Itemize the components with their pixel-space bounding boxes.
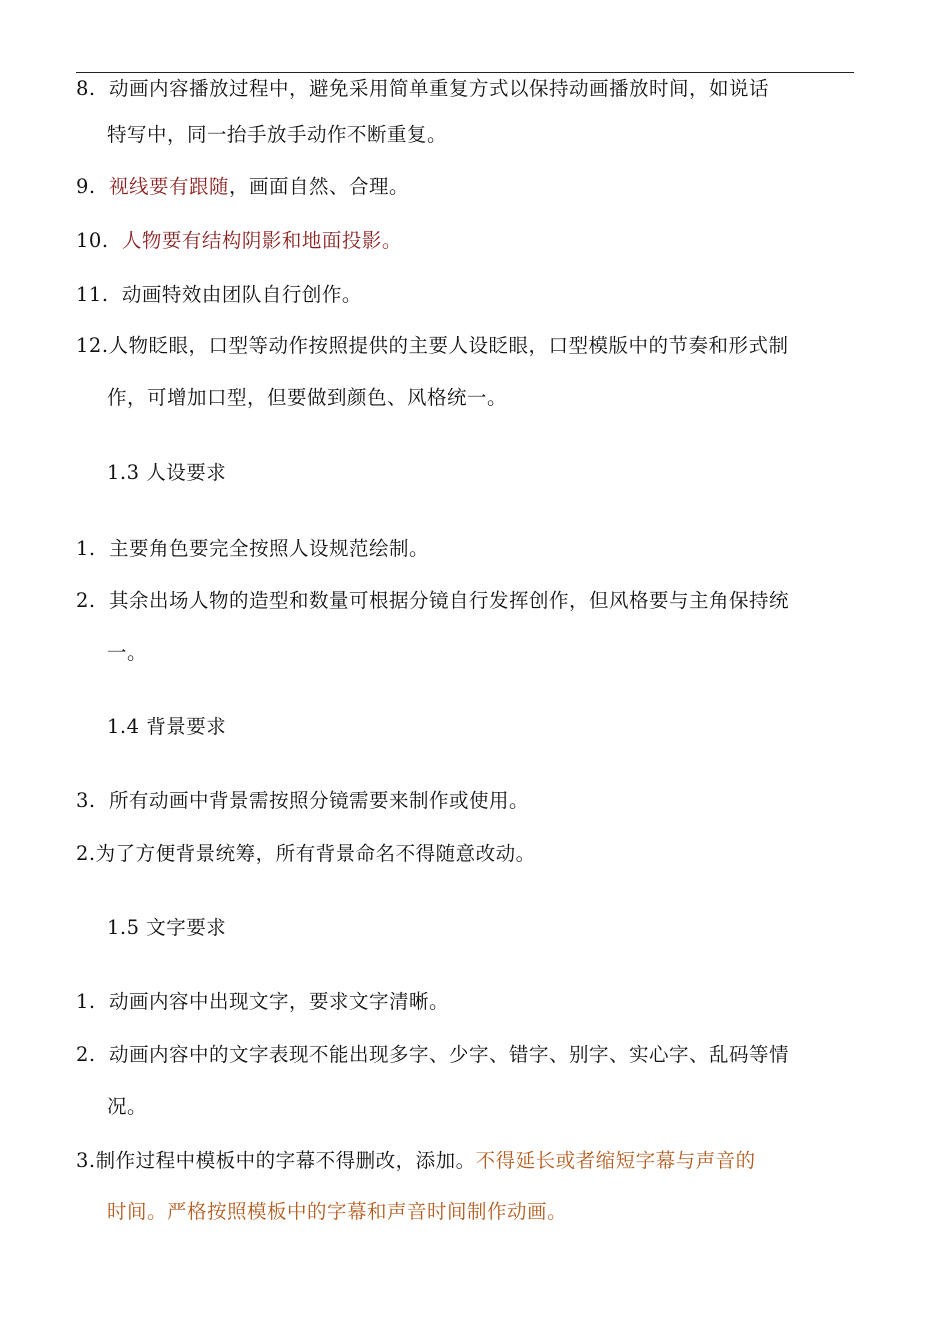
list-item xyxy=(76,841,536,867)
item-text: 一。 xyxy=(107,641,148,664)
highlighted-text: 时间。严格按照模板中的字幕和声音时间制作动画。 xyxy=(107,1200,568,1223)
item-number: 10. xyxy=(76,229,109,252)
item-number: 12. xyxy=(76,334,109,357)
section-heading-1-3: 1.3 人设要求 xyxy=(107,461,227,484)
item-number: 11. xyxy=(76,283,109,306)
item-number: 3. xyxy=(76,789,96,812)
list-item-12 xyxy=(76,333,789,359)
highlighted-text: 视线要有跟随 xyxy=(109,175,230,198)
item-text: 其余出场人物的造型和数量可根据分镜自行发挥创作，但风格要与主角保持统 xyxy=(109,589,790,612)
list-item-continuation xyxy=(107,1199,567,1225)
item-text: 况。 xyxy=(107,1095,148,1118)
item-number: 2. xyxy=(76,842,96,865)
item-text: 动画内容播放过程中，避免采用简单重复方式以保持动画播放时间，如说话 xyxy=(109,77,770,100)
highlighted-text: 人物要有结构阴影和地面投影。 xyxy=(121,229,402,252)
item-text: 主要角色要完全按照人设规范绘制。 xyxy=(109,537,430,560)
item-number: 1. xyxy=(76,990,96,1013)
item-text: 为了方便背景统筹，所有背景命名不得随意改动。 xyxy=(95,842,536,865)
header-rule xyxy=(76,72,854,73)
list-item-continuation xyxy=(107,640,147,666)
item-text: 动画特效由团队自行创作。 xyxy=(121,283,362,306)
list-item-8 xyxy=(76,76,769,102)
list-item-12-continuation xyxy=(107,385,507,411)
list-item xyxy=(76,788,529,814)
item-text: 人物眨眼，口型等动作按照提供的主要人设眨眼，口型模版中的节奏和形式制 xyxy=(108,334,789,357)
item-number: 3. xyxy=(76,1149,96,1172)
list-item-11 xyxy=(76,282,362,308)
list-item xyxy=(76,1042,789,1068)
item-number: 8. xyxy=(76,77,96,100)
list-item xyxy=(76,588,789,614)
item-text: 作，可增加口型，但要做到颜色、风格统一。 xyxy=(107,386,508,409)
list-item-10 xyxy=(76,228,402,254)
item-text: 动画内容中出现文字，要求文字清晰。 xyxy=(109,990,450,1013)
list-item xyxy=(76,536,429,562)
item-number: 9. xyxy=(76,175,96,198)
item-number: 2. xyxy=(76,1043,96,1066)
list-item xyxy=(76,989,449,1015)
section-heading-1-5: 1.5 文字要求 xyxy=(107,916,227,939)
list-item-9 xyxy=(76,174,409,200)
highlighted-text: 不得延长或者缩短字幕与声音的 xyxy=(475,1149,756,1172)
section-heading-1-4: 1.4 背景要求 xyxy=(107,715,227,738)
list-item-8-continuation xyxy=(107,122,447,148)
item-text: ，画面自然、合理。 xyxy=(229,175,410,198)
list-item xyxy=(76,1148,756,1174)
item-number: 1. xyxy=(76,537,96,560)
item-text: 所有动画中背景需按照分镜需要来制作或使用。 xyxy=(109,789,530,812)
item-text: 制作过程中模板中的字幕不得删改，添加。 xyxy=(95,1149,476,1172)
item-number: 2. xyxy=(76,589,96,612)
list-item-continuation xyxy=(107,1094,147,1120)
item-text: 特写中，同一抬手放手动作不断重复。 xyxy=(107,123,448,146)
item-text: 动画内容中的文字表现不能出现多字、少字、错字、别字、实心字、乱码等情 xyxy=(109,1043,790,1066)
